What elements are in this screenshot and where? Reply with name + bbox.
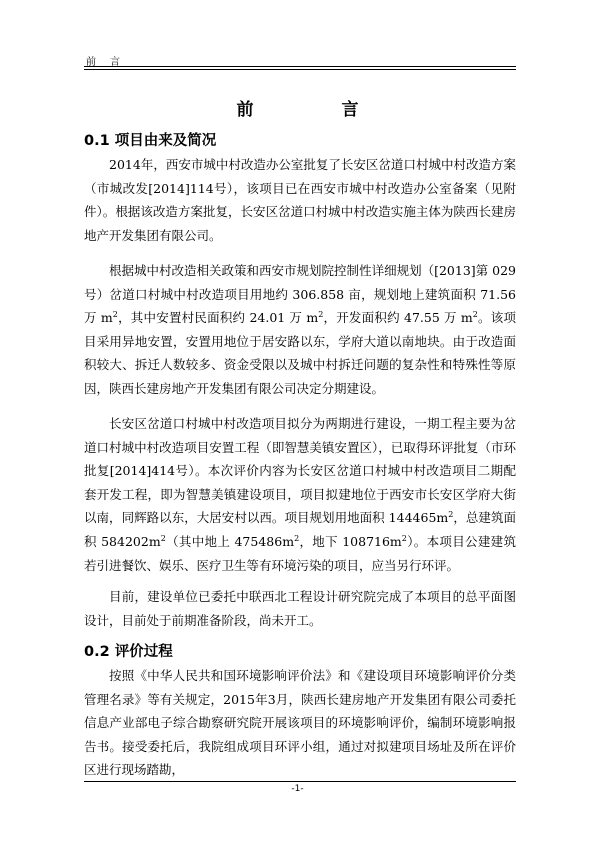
page-number: -1- bbox=[291, 784, 304, 794]
header-divider bbox=[84, 66, 516, 70]
paragraph-project-origin: 2014年，西安市城中村改造办公室批复了长安区岔道口村城中村改造方案（市城改发[2014]114号），该项目已在西安市城中村改造办公室备案（见附件）。根据该改造方案批复，长安区岔道口村城中村改造实施主体为陕西长建房地产开发集团有限公司。 bbox=[84, 157, 516, 243]
paragraph-phased-construction: 长安区岔道口村城中村改造项目拟分为两期进行建设，一期工程主要为岔道口村城中村改造项目安置工程（即智慧美镇安置区），已取得环评批复（市环批复[2014]414号）。本次评价内容为长安区岔道口村城中村改造项目二期配套开发工程，即为智慧美镇建设项目，项目拟建地位于西安市长安区学府大街以南，同辉路以东，大居安村以西。项目规划用地面积 $144465m^2$，总建筑面积 $584202m^2$（其中地上 $475486m^2$，地下 $108716m^2$）。本项目公建建筑若引进餐饮、娱乐、医疗卫生等有环境污染的项目，应当另行环评。 bbox=[84, 416, 517, 573]
section-heading-0-2: 0.2 评价过程 bbox=[84, 644, 173, 660]
paragraph-current-status: 目前，建设单位已委托中联西北工程设计研究院完成了本项目的总平面图设计，目前处于前期准备阶段，尚未开工。 bbox=[84, 589, 516, 628]
page-title: 前 言 bbox=[236, 100, 377, 120]
section-heading-0-1: 0.1 项目由来及简况 bbox=[84, 133, 217, 149]
footer-divider bbox=[84, 781, 516, 782]
paragraph-planning-scale: 根据城中村改造相关政策和西安市规划院控制性详细规划（[2013]第 029 号）岔道口村城中村改造项目用地约 306.858 亩，规划地上建筑面积 71.56 万 $m^2$，其中安置村民面积约 24.01 万 $m^2$，开发面积约 47.55 万 $m^2$。该项目采用异地安置，安置用地位于居安路以东，学府大道以南地块。由于改造面积较大、拆迁人数较多、资金受限以及城中村拆迁问题的复杂性和特殊性等原因，陕西长建房地产开发集团有限公司决定分期建设。 bbox=[84, 263, 516, 396]
paragraph-evaluation-process: 按照《中华人民共和国环境影响评价法》和《建设项目环境影响评价分类管理名录》等有关规定，2015年3月，陕西长建房地产开发集团有限公司委托信息产业部电子综合勘察研究院开展该项目的环境影响评价，编制环境影响报告书。接受委托后，我院组成项目环评小组，通过对拟建项目场址及所在评价区进行现场踏勘， bbox=[84, 668, 516, 778]
running-header: 前 言 bbox=[86, 57, 122, 68]
